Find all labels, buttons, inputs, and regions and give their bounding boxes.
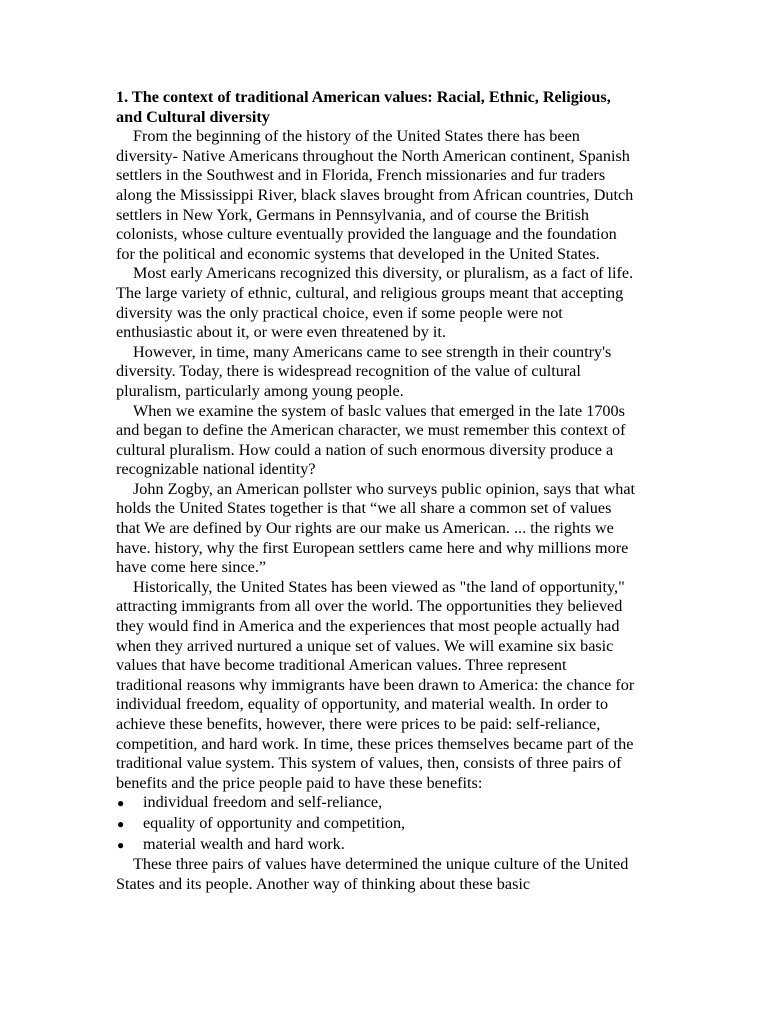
section-heading: 1. The context of traditional American values: Racial, Ethnic, Religious, and Cultural diversity <box>116 88 611 126</box>
bullet-icon: ● <box>117 837 125 852</box>
list-item-text: individual freedom and self-reliance, <box>143 793 383 812</box>
list-item <box>116 793 636 814</box>
paragraph-5: John Zogby, an American pollster who surveys public opinion, says that what holds the United States together is that “we all share a common set of values that We are defined by Our rights are our make us American. ... the rights we have. history, why the first European settlers came here and why millions more have come here since.” <box>116 479 636 577</box>
paragraph-6: Historically, the United States has been viewed as "the land of opportunity," attracting immigrants from all over the world. The opportunities they believed they would find in America and the experiences that most people actually had when they arrived nurtured a unique set of values. We will examine six basic values that have become traditional American values. Three represent traditional reasons why immigrants have been drawn to America: the chance for individual freedom, equality of opportunity, and material wealth. In order to achieve these benefits, however, there were prices to be paid: self-reliance, competition, and hard work. In time, these prices themselves became part of the traditional value system. This system of values, then, consists of three pairs of benefits and the price people paid to have these benefits: <box>116 577 635 792</box>
list-item <box>116 835 636 856</box>
benefits-list <box>116 793 636 855</box>
list-item-text: equality of opportunity and competition, <box>143 813 406 832</box>
paragraph-1: From the beginning of the history of the United States there has been diversity- Native Americans throughout the North American continent, Spanish settlers in the Southwest and in Florida, French missionaries and fur traders along the Mississippi River, black slaves brought from African countries, Dutch settlers in New York, Germans in Pennsylvania, and of course the British colonists, whose culture eventually provided the language and the foundation for the political and economic systems that developed in the United States. <box>116 127 634 263</box>
paragraph-2: Most early Americans recognized this diversity, or pluralism, as a fact of life. The large variety of ethnic, cultural, and religious groups meant that accepting diversity was the only practical choice, even if some people were not enthusiastic about it, or were even threatened by it. <box>116 264 634 342</box>
paragraph-3: However, in time, many Americans came to see strength in their country's diversity. Today, there is widespread recognition of the value of cultural pluralism, particularly among young people. <box>116 342 612 400</box>
paragraph-4: When we examine the system of baslc values that emerged in the late 1700s and began to define the American character, we must remember this context of cultural pluralism. How could a nation of such enormous diversity produce a recognizable national identity? <box>116 401 626 479</box>
document-body <box>116 88 636 894</box>
bullet-icon: ● <box>117 816 125 831</box>
paragraph-closing: These three pairs of values have determined the unique culture of the United States and its people. Another way of thinking about these basic <box>116 855 629 893</box>
bullet-icon: ● <box>117 796 125 811</box>
list-item <box>116 814 636 835</box>
list-item-text: material wealth and hard work. <box>143 834 345 853</box>
